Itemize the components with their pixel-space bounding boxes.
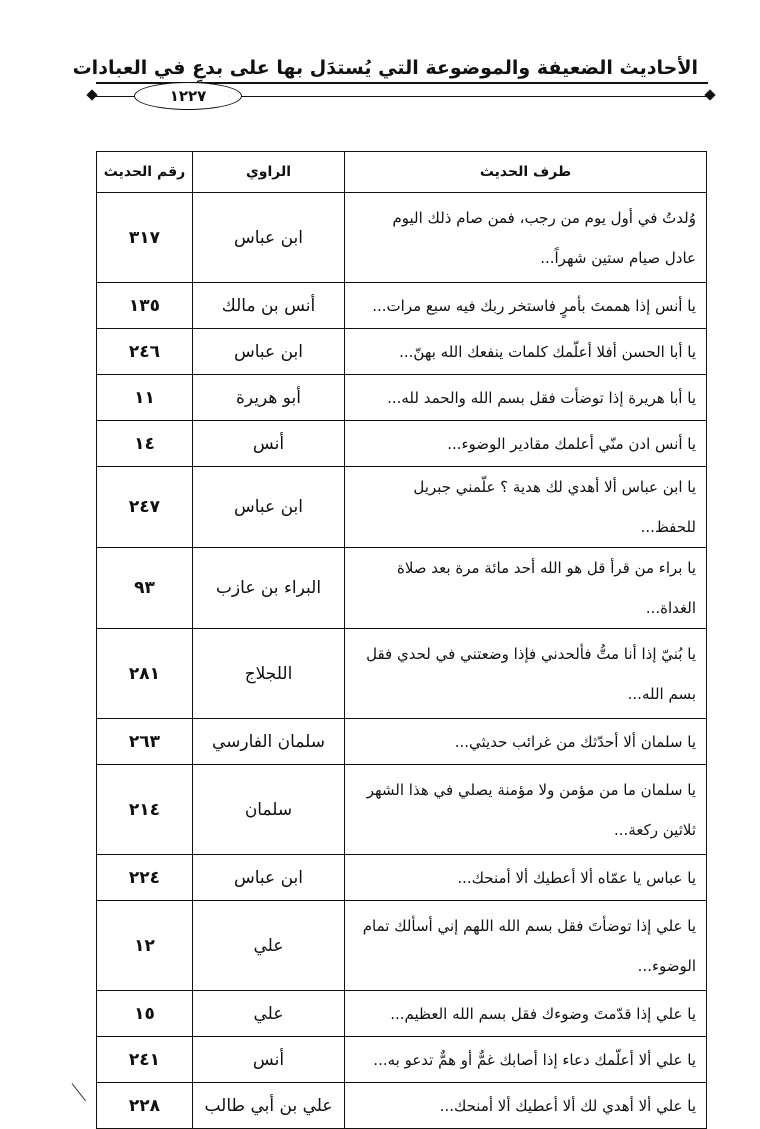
table-row (97, 991, 707, 1037)
hadith-cell: يا علي ألا أهدي لك ألا أعطيك ألا أمنحك... (345, 1083, 707, 1129)
scan-mark (72, 1083, 86, 1101)
hadith-cell: يا أبا الحسن أفلا أعلّمك كلمات ينفعك الله بهنّ... (345, 329, 707, 375)
number-cell: ٢٢٤ (97, 855, 193, 901)
header-title: الأحاديث الضعيفة والموضوعة التي يُستدَل بها على بدعٍ في العبادات (72, 57, 698, 79)
hadith-cell: يا ابن عباس ألا أهدي لك هدية ؟ علّمني جبريل للحفظ... (345, 467, 707, 548)
narrator-cell: البراء بن عازب (193, 548, 345, 629)
narrator-cell: ابن عباس (193, 329, 345, 375)
header-diamond-left (86, 89, 97, 100)
hadith-cell: يا عباس يا عمّاه ألا أعطيك ألا أمنحك... (345, 855, 707, 901)
table-row (97, 765, 707, 855)
hadith-cell: يا بُنيّ إذا أنا متُّ فألحدني فإذا وضعتني في لحدي فقل بسم الله... (345, 629, 707, 719)
number-cell: ٢٢٨ (97, 1083, 193, 1129)
table-row (97, 629, 707, 719)
hadith-cell: يا علي ألا أعلّمك دعاء إذا أصابك غمٌّ أو همٌّ تدعو به... (345, 1037, 707, 1083)
number-cell: ٢٨١ (97, 629, 193, 719)
table-row (97, 329, 707, 375)
narrator-cell: ابن عباس (193, 467, 345, 548)
number-cell: ١٤ (97, 421, 193, 467)
table-row (97, 283, 707, 329)
number-cell: ٢٦٣ (97, 719, 193, 765)
narrator-cell: أنس بن مالك (193, 283, 345, 329)
table-header-row (97, 152, 707, 193)
narrator-cell: سلمان (193, 765, 345, 855)
column-header-hadith: طرف الحديث (345, 152, 707, 193)
hadith-cell: يا براء من قرأ قل هو الله أحد مائة مرة بعد صلاة الغداة... (345, 548, 707, 629)
table-row (97, 719, 707, 765)
hadith-index-table (96, 151, 707, 1129)
header-rule-left (96, 96, 136, 97)
number-cell: ٣١٧ (97, 193, 193, 283)
number-cell: ١١ (97, 375, 193, 421)
table-row (97, 548, 707, 629)
narrator-cell: ابن عباس (193, 855, 345, 901)
page-number: ١٢٢٧ (134, 82, 242, 110)
table-row (97, 855, 707, 901)
hadith-cell: يا سلمان ألا أحدّثك من غرائب حديثي... (345, 719, 707, 765)
column-header-number: رقم الحديث (97, 152, 193, 193)
narrator-cell: ابن عباس (193, 193, 345, 283)
hadith-cell: يا أبا هريرة إذا توضأت فقل بسم الله والحمد لله... (345, 375, 707, 421)
narrator-cell: علي بن أبي طالب (193, 1083, 345, 1129)
hadith-cell: يا أنس ادن منّي أعلمك مقادير الوضوء... (345, 421, 707, 467)
column-header-narrator: الراوي (193, 152, 345, 193)
table-row (97, 375, 707, 421)
number-cell: ٢٤٦ (97, 329, 193, 375)
hadith-cell: وُلدتُ في أول يوم من رجب، فمن صام ذلك اليوم عادل صيام ستين شهراً... (345, 193, 707, 283)
table-row (97, 901, 707, 991)
narrator-cell: علي (193, 991, 345, 1037)
hadith-cell: يا علي إذا قدّمتَ وضوءك فقل بسم الله العظيم... (345, 991, 707, 1037)
table-row (97, 467, 707, 548)
number-cell: ١٣٥ (97, 283, 193, 329)
number-cell: ٢٤١ (97, 1037, 193, 1083)
number-cell: ٢١٤ (97, 765, 193, 855)
number-cell: ٩٣ (97, 548, 193, 629)
hadith-cell: يا سلمان ما من مؤمن ولا مؤمنة يصلي في هذا الشهر ثلاثين ركعة... (345, 765, 707, 855)
number-cell: ٢٤٧ (97, 467, 193, 548)
narrator-cell: اللجلاج (193, 629, 345, 719)
narrator-cell: سلمان الفارسي (193, 719, 345, 765)
table-row (97, 193, 707, 283)
number-cell: ١٢ (97, 901, 193, 991)
narrator-cell: أنس (193, 421, 345, 467)
hadith-cell: يا أنس إذا هممتَ بأمرٍ فاستخر ربك فيه سبع مرات... (345, 283, 707, 329)
header-diamond-right (704, 89, 715, 100)
hadith-cell: يا علي إذا توضأتَ فقل بسم الله اللهم إني أسألك تمام الوضوء... (345, 901, 707, 991)
table-row (97, 1037, 707, 1083)
table-row (97, 1083, 707, 1129)
narrator-cell: أبو هريرة (193, 375, 345, 421)
table-row (97, 421, 707, 467)
narrator-cell: أنس (193, 1037, 345, 1083)
narrator-cell: علي (193, 901, 345, 991)
header-rule-right (240, 96, 708, 97)
number-cell: ١٥ (97, 991, 193, 1037)
